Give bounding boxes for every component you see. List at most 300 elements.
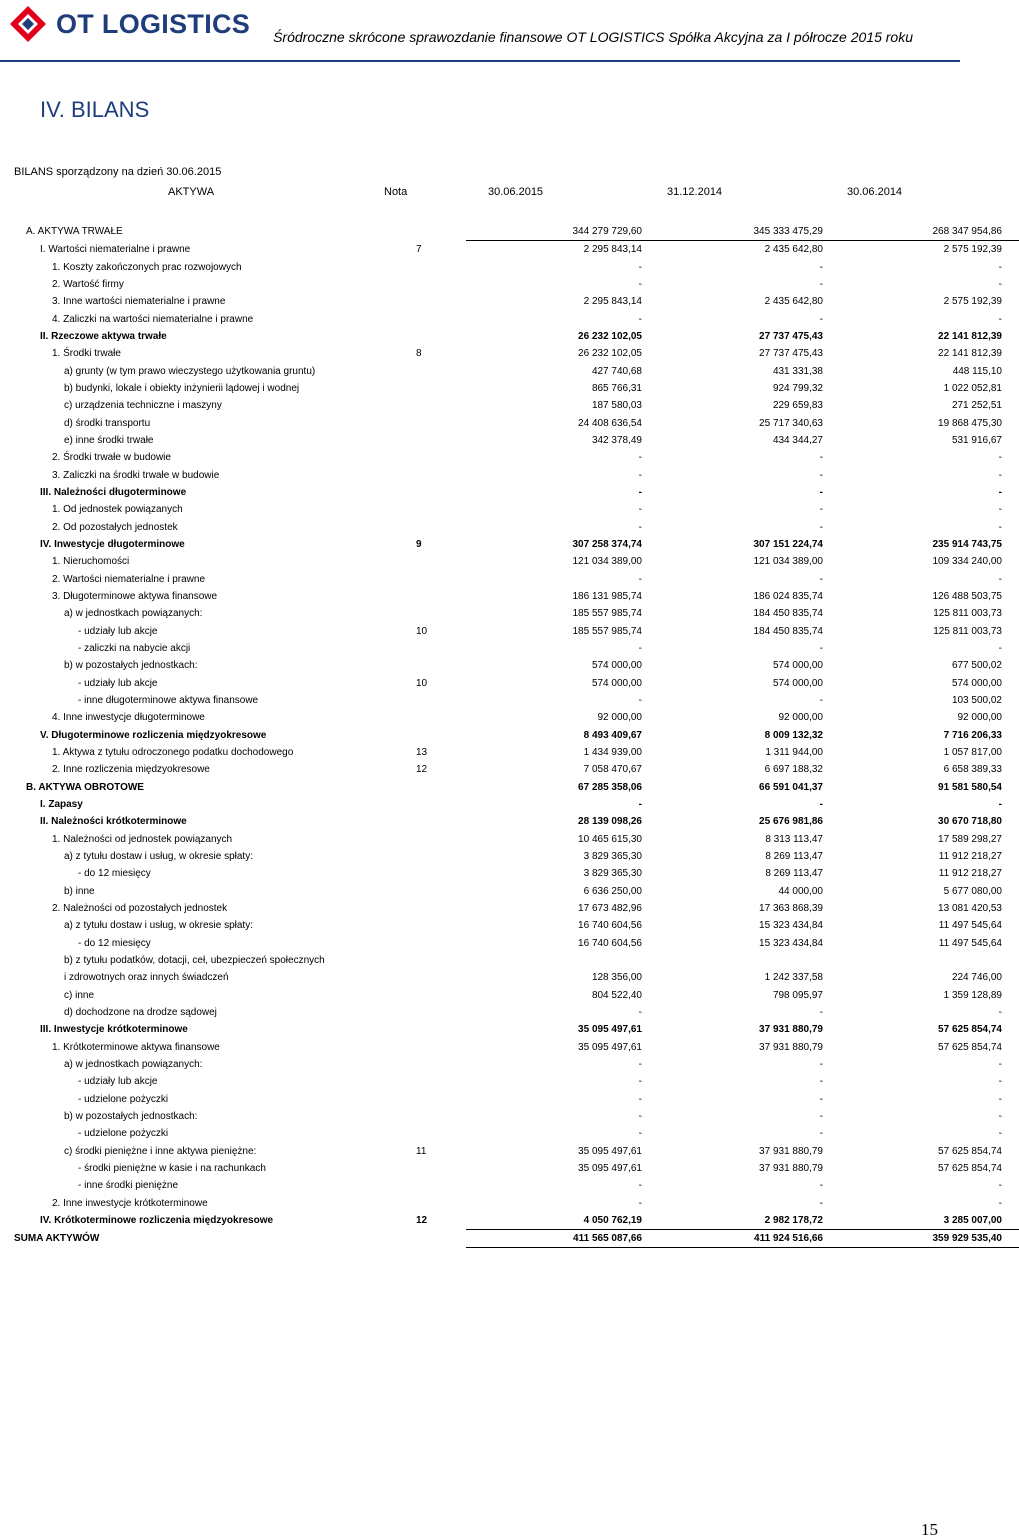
row-nota (406, 969, 466, 986)
row-value-c2: 25 676 981,86 (759, 816, 823, 828)
row-value-c2: 1 311 944,00 (765, 747, 823, 758)
row-label: d) dochodzone na drodze sądowej (64, 1006, 217, 1018)
row-value-c2: 307 151 224,74 (753, 539, 823, 551)
row-label: - udziały lub akcje (78, 1076, 158, 1088)
row-value-c1: 342 378,49 (591, 435, 642, 447)
row-value-c2: - (819, 798, 823, 810)
table-row (0, 449, 1019, 466)
row-value-c2: 924 799,32 (772, 383, 823, 395)
row-value-c2: - (819, 1128, 823, 1140)
row-label: 1. Aktywa z tytułu odroczonego podatku dochodowego (52, 747, 294, 758)
row-value-c1: 121 034 389,00 (572, 556, 642, 568)
table-row (0, 1177, 1019, 1194)
row-label: I. Zapasy (40, 798, 83, 810)
row-label: - do 12 miesięcy (78, 937, 151, 949)
row-nota (406, 553, 466, 570)
page-number: 15 (921, 1520, 938, 1539)
row-label: 1. Należności od jednostek powiązanych (52, 833, 233, 845)
row-value-c3: 19 868 475,30 (938, 417, 1002, 429)
row-value-c1: 26 232 102,05 (578, 331, 642, 343)
table-row (0, 640, 1019, 657)
row-value-c3: - (998, 487, 1002, 499)
table-row (0, 1073, 1019, 1090)
row-label: V. Długoterminowe rozliczenia międzyokresowe (40, 729, 267, 741)
row-label: 1. Od jednostek powiązanych (52, 504, 183, 516)
row-label: - udzielone pożyczki (78, 1128, 169, 1140)
row-label: 1. Nieruchomości (52, 556, 130, 568)
row-value-c1: 28 139 098,26 (578, 816, 642, 828)
row-value-c3: - (998, 1058, 1002, 1070)
header-divider (0, 60, 960, 62)
table-row (0, 588, 1019, 605)
row-label: b) w pozostałych jednostkach: (64, 1110, 198, 1122)
row-nota (406, 1056, 466, 1073)
document-title: Śródroczne skrócone sprawozdanie finansowe OT LOGISTICS Spółka Akcyjna za I półrocze 2015 roku (273, 29, 913, 45)
row-value-c3: - (998, 504, 1002, 516)
row-value-c3: 11 912 218,27 (938, 868, 1002, 880)
row-value-c3: 30 670 718,80 (938, 816, 1002, 828)
row-nota: 9 (416, 539, 422, 551)
row-value-c1: - (638, 504, 642, 516)
row-value-c1: 574 000,00 (591, 677, 642, 689)
row-value-c3: 574 000,00 (951, 677, 1002, 689)
row-nota (406, 380, 466, 397)
row-nota: 10 (416, 625, 428, 637)
row-value-c1: 427 740,68 (591, 365, 642, 377)
row-value-c2: - (819, 261, 823, 273)
row-label: II. Rzeczowe aktywa trwałe (40, 331, 167, 343)
row-label: A. AKTYWA TRWAŁE (26, 226, 123, 238)
table-row (0, 484, 1019, 501)
row-nota (406, 293, 466, 310)
row-value-c2: 431 331,38 (772, 365, 823, 377)
table-row (0, 380, 1019, 397)
row-value-c2: - (819, 313, 823, 325)
row-value-c1: - (638, 1128, 642, 1140)
row-value-c3: 6 658 389,33 (943, 764, 1002, 776)
row-value-c1: 10 465 615,30 (578, 833, 642, 845)
row-value-c1: - (638, 1076, 642, 1088)
row-nota (406, 640, 466, 657)
table-row (0, 432, 1019, 449)
row-value-c1: 35 095 497,61 (578, 1041, 642, 1053)
row-value-c2: - (819, 1076, 823, 1088)
row-label: c) urządzenia techniczne i maszyny (64, 400, 222, 412)
row-nota (406, 1160, 466, 1177)
company-logo (8, 4, 250, 44)
table-row (0, 900, 1019, 917)
row-label: B. AKTYWA OBROTOWE (26, 781, 144, 793)
row-label: c) środki pieniężne i inne aktywa pieniężne: (64, 1145, 257, 1157)
row-value-c3: 448 115,10 (952, 365, 1002, 377)
row-value-c3: - (998, 1076, 1002, 1088)
row-value-c2: 27 737 475,43 (759, 331, 823, 343)
row-value-c3: 22 141 812,39 (938, 348, 1002, 360)
row-value-c2: 66 591 041,37 (759, 781, 823, 793)
row-value-c3: 2 575 192,39 (943, 296, 1002, 308)
table-row (0, 1056, 1019, 1073)
row-value-c3: - (998, 313, 1002, 325)
row-value-c2: 574 000,00 (772, 660, 823, 672)
table-row (0, 519, 1019, 536)
column-header-2014-06: 30.06.2014 (847, 186, 903, 198)
table-row (0, 553, 1019, 570)
balance-sheet-table (0, 223, 1019, 1248)
table-row (0, 1125, 1019, 1142)
row-label: I. Wartości niematerialne i prawne (40, 244, 191, 256)
row-value-c2: 434 344,27 (772, 435, 823, 447)
row-value-c1: 26 232 102,05 (578, 348, 642, 360)
table-row (0, 848, 1019, 865)
row-nota (406, 952, 466, 969)
row-label: 4. Zaliczki na wartości niematerialne i prawne (52, 313, 254, 325)
row-label: e) inne środki trwałe (64, 435, 154, 447)
row-value-c1: 344 279 729,60 (466, 223, 645, 241)
table-row (0, 1090, 1019, 1107)
row-value-c3: 677 500,02 (951, 660, 1002, 672)
row-value-c2: 8 313 113,47 (765, 833, 823, 845)
row-label: SUMA AKTYWÓW (14, 1233, 100, 1245)
logo-text: OT LOGISTICS (56, 8, 251, 39)
row-nota (406, 709, 466, 726)
row-label: b) z tytułu podatków, dotacji, ceł, ubezpieczeń społecznych (64, 954, 325, 966)
row-value-c1: 307 258 374,74 (572, 539, 642, 551)
row-value-c2: - (819, 469, 823, 481)
row-value-c3: - (998, 521, 1002, 533)
row-value-c1: 187 580,03 (591, 400, 642, 412)
table-row (0, 727, 1019, 744)
row-value-c1: 1 434 939,00 (583, 747, 642, 758)
row-nota (406, 1090, 466, 1107)
row-label: III. Inwestycje krótkoterminowe (40, 1024, 188, 1036)
row-label: b) budynki, lokale i obiekty inżynierii lądowej i wodnej (64, 383, 300, 395)
row-value-c2: 345 333 475,29 (645, 223, 826, 241)
table-row (0, 397, 1019, 414)
row-value-c2: 8 269 113,47 (765, 850, 823, 862)
row-value-c2: 25 717 340,63 (759, 417, 823, 429)
row-value-c3: 17 589 298,27 (938, 833, 1002, 845)
row-value-c3: 125 811 003,73 (933, 608, 1002, 620)
row-value-c3: 11 912 218,27 (938, 850, 1002, 862)
row-nota (406, 467, 466, 484)
row-value-c2: 121 034 389,00 (753, 556, 823, 568)
table-row (0, 293, 1019, 310)
row-value-c1: 67 285 358,06 (578, 781, 642, 793)
row-value-c1: - (638, 695, 642, 707)
row-value-c1: - (638, 279, 642, 291)
row-value-c3: 13 081 420,53 (938, 902, 1002, 914)
row-value-c1: 8 493 409,67 (583, 729, 642, 741)
row-value-c2: 411 924 516,66 (645, 1230, 826, 1248)
row-value-c3: 1 057 817,00 (943, 747, 1002, 758)
row-label: a) grunty (w tym prawo wieczystego użytkowania gruntu) (64, 365, 316, 377)
table-row (0, 657, 1019, 674)
row-value-c2: - (819, 452, 823, 464)
row-label: b) w pozostałych jednostkach: (64, 660, 198, 672)
table-row (0, 1038, 1019, 1055)
table-row (0, 779, 1019, 796)
row-nota (406, 1230, 466, 1248)
row-label: 2. Wartości niematerialne i prawne (52, 573, 206, 585)
row-value-c3: 235 914 743,75 (932, 539, 1002, 551)
row-label: 3. Inne wartości niematerialne i prawne (52, 296, 226, 308)
row-label: 4. Inne inwestycje długoterminowe (52, 712, 205, 724)
row-label: i zdrowotnych oraz innych świadczeń (64, 972, 229, 984)
row-value-c2: - (819, 1006, 823, 1018)
row-nota: 10 (416, 677, 428, 689)
row-value-c3: 57 625 854,74 (938, 1145, 1002, 1157)
row-value-c2: 2 982 178,72 (645, 1212, 826, 1230)
row-value-c1: - (638, 261, 642, 273)
row-nota (406, 259, 466, 276)
row-value-c3: 126 488 503,75 (932, 591, 1002, 603)
table-row (0, 311, 1019, 328)
balance-subtitle: BILANS sporządzony na dzień 30.06.2015 (14, 166, 222, 178)
row-nota (406, 692, 466, 709)
row-value-c2: 17 363 868,39 (759, 902, 823, 914)
row-label: 2. Inne inwestycje krótkoterminowe (52, 1197, 208, 1209)
row-nota (406, 779, 466, 796)
table-row (0, 952, 1019, 969)
table-row (0, 623, 1019, 640)
row-value-c2: 37 931 880,79 (759, 1041, 823, 1053)
table-row (0, 363, 1019, 380)
table-row (0, 345, 1019, 362)
row-label: a) w jednostkach powiązanych: (64, 608, 203, 620)
row-nota (406, 311, 466, 328)
row-nota (406, 1108, 466, 1125)
row-value-c3: 92 000,00 (957, 712, 1002, 724)
row-value-c1: 865 766,31 (591, 383, 642, 395)
row-value-c3: 125 811 003,73 (933, 625, 1002, 637)
row-value-c3: - (998, 452, 1002, 464)
table-row (0, 536, 1019, 553)
row-nota (406, 397, 466, 414)
row-value-c1: 411 565 087,66 (466, 1230, 645, 1248)
row-value-c2: - (819, 573, 823, 585)
row-label: 2. Od pozostałych jednostek (52, 521, 178, 533)
table-row (0, 223, 1019, 241)
row-nota (406, 848, 466, 865)
row-label: - do 12 miesięcy (78, 868, 151, 880)
row-value-c3: - (998, 1128, 1002, 1140)
row-value-c3: 224 746,00 (951, 972, 1002, 984)
table-row (0, 692, 1019, 709)
row-value-c1: 3 829 365,30 (583, 868, 642, 880)
row-nota (406, 571, 466, 588)
row-nota (406, 1125, 466, 1142)
row-value-c3: 7 716 206,33 (943, 729, 1002, 741)
table-row (0, 1230, 1019, 1248)
row-value-c2: 8 269 113,47 (765, 868, 823, 880)
row-value-c1: 92 000,00 (597, 712, 642, 724)
row-value-c2: 229 659,83 (772, 400, 823, 412)
row-value-c3: 3 285 007,00 (826, 1212, 1019, 1230)
row-value-c3: - (998, 279, 1002, 291)
row-value-c3: 57 625 854,74 (938, 1024, 1002, 1036)
row-value-c2: 8 009 132,32 (764, 729, 823, 741)
row-value-c1: - (638, 1180, 642, 1192)
row-label: - udziały lub akcje (78, 677, 158, 689)
row-nota (406, 1004, 466, 1021)
row-label: 1. Krótkoterminowe aktywa finansowe (52, 1041, 220, 1053)
row-value-c3 (826, 952, 1019, 969)
row-value-c1: 16 740 604,56 (578, 920, 642, 932)
row-label: IV. Krótkoterminowe rozliczenia międzyokresowe (40, 1215, 274, 1227)
row-nota (406, 917, 466, 934)
row-value-c2: 2 435 642,80 (764, 296, 823, 308)
row-nota (406, 796, 466, 813)
row-value-c1: - (638, 1093, 642, 1105)
row-value-c2: 37 931 880,79 (759, 1024, 823, 1036)
row-value-c1: 35 095 497,61 (578, 1162, 642, 1174)
column-header-2014-12: 31.12.2014 (667, 186, 723, 198)
row-nota (406, 830, 466, 847)
row-value-c1: - (638, 521, 642, 533)
row-label: 3. Zaliczki na środki trwałe w budowie (52, 469, 220, 481)
row-nota (406, 900, 466, 917)
row-value-c3: 5 677 080,00 (943, 885, 1002, 897)
row-nota (406, 432, 466, 449)
row-label: c) inne (64, 989, 95, 1001)
row-value-c2: 6 697 188,32 (764, 764, 823, 776)
row-value-c1: 24 408 636,54 (578, 417, 642, 429)
row-label: II. Należności krótkoterminowe (40, 816, 187, 828)
row-label: - środki pieniężne w kasie i na rachunkach (78, 1162, 266, 1174)
row-value-c2: - (819, 1180, 823, 1192)
row-value-c1: 4 050 762,19 (466, 1212, 645, 1230)
row-nota: 7 (416, 244, 422, 256)
row-value-c1: - (638, 1197, 642, 1209)
column-header-aktywa: AKTYWA (168, 186, 215, 198)
table-row (0, 675, 1019, 692)
row-nota (406, 1038, 466, 1055)
table-row (0, 501, 1019, 518)
row-value-c2: 184 450 835,74 (753, 625, 823, 637)
row-label: - zaliczki na nabycie akcji (78, 643, 191, 655)
row-value-c3: 11 497 545,64 (938, 937, 1002, 949)
row-label: a) z tytułu dostaw i usług, w okresie spłaty: (64, 850, 253, 862)
row-value-c3: - (998, 1197, 1002, 1209)
row-nota (406, 501, 466, 518)
table-row (0, 1212, 1019, 1230)
row-value-c3: - (998, 1180, 1002, 1192)
table-row (0, 415, 1019, 432)
row-value-c1: - (638, 798, 642, 810)
row-value-c1: - (638, 452, 642, 464)
table-row (0, 571, 1019, 588)
row-value-c3: 57 625 854,74 (938, 1162, 1002, 1174)
row-nota (406, 882, 466, 899)
table-row (0, 328, 1019, 345)
row-value-c3: - (998, 1110, 1002, 1122)
row-nota (406, 657, 466, 674)
row-value-c2: 2 435 642,80 (764, 244, 823, 256)
row-value-c2: - (819, 643, 823, 655)
row-value-c1: - (638, 487, 642, 499)
row-label: - inne długoterminowe aktywa finansowe (78, 695, 259, 707)
row-value-c2: 27 737 475,43 (759, 348, 823, 360)
row-value-c2: 92 000,00 (778, 712, 823, 724)
table-row (0, 744, 1019, 761)
row-nota (406, 588, 466, 605)
row-value-c1: 7 058 470,67 (583, 764, 642, 776)
table-row (0, 709, 1019, 726)
row-value-c1: 804 522,40 (591, 989, 642, 1001)
row-label: b) inne (64, 885, 95, 897)
row-value-c2: 15 323 434,84 (759, 937, 823, 949)
row-label: d) środki transportu (64, 417, 151, 429)
row-value-c1: 185 557 985,74 (572, 625, 642, 637)
row-value-c2: 15 323 434,84 (759, 920, 823, 932)
table-row (0, 882, 1019, 899)
row-value-c1: - (638, 643, 642, 655)
row-nota (406, 865, 466, 882)
row-nota (406, 484, 466, 501)
row-value-c1: 17 673 482,96 (578, 902, 642, 914)
table-row (0, 813, 1019, 830)
table-row (0, 917, 1019, 934)
table-row (0, 1004, 1019, 1021)
row-value-c3: 57 625 854,74 (938, 1041, 1002, 1053)
table-row (0, 1160, 1019, 1177)
row-value-c3: 359 929 535,40 (826, 1230, 1019, 1248)
row-value-c3: 271 252,51 (951, 400, 1002, 412)
row-value-c1: 2 295 843,14 (583, 296, 642, 308)
row-value-c1: 6 636 250,00 (583, 885, 642, 897)
table-row (0, 830, 1019, 847)
row-label: 2. Środki trwałe w budowie (52, 452, 171, 464)
row-value-c1: 128 356,00 (591, 972, 642, 984)
row-value-c2: 44 000,00 (778, 885, 823, 897)
table-row (0, 934, 1019, 951)
table-row (0, 986, 1019, 1003)
table-row (0, 259, 1019, 276)
row-nota (406, 605, 466, 622)
row-value-c3: 2 575 192,39 (943, 244, 1002, 256)
row-value-c2: - (819, 1110, 823, 1122)
row-value-c1: 16 740 604,56 (578, 937, 642, 949)
table-row (0, 1142, 1019, 1159)
row-value-c2: - (819, 279, 823, 291)
row-label: a) z tytułu dostaw i usług, w okresie spłaty: (64, 920, 253, 932)
row-value-c1: 2 295 843,14 (583, 244, 642, 256)
row-nota (406, 934, 466, 951)
row-value-c3: 91 581 580,54 (938, 781, 1002, 793)
column-header-2015-06: 30.06.2015 (488, 186, 544, 198)
row-label: 2. Należności od pozostałych jednostek (52, 902, 228, 914)
row-value-c3: - (998, 469, 1002, 481)
row-value-c2: 37 931 880,79 (759, 1145, 823, 1157)
row-nota: 12 (416, 764, 428, 776)
table-row (0, 1194, 1019, 1211)
row-value-c3: - (998, 1006, 1002, 1018)
row-value-c3: - (998, 573, 1002, 585)
row-label: - inne środki pieniężne (78, 1180, 179, 1192)
table-row (0, 1021, 1019, 1038)
table-row (0, 605, 1019, 622)
row-nota (406, 223, 466, 241)
row-nota (406, 415, 466, 432)
row-nota (406, 276, 466, 293)
table-row (0, 796, 1019, 813)
row-nota (406, 1194, 466, 1211)
row-nota (406, 1073, 466, 1090)
row-label: - udziały lub akcje (78, 625, 158, 637)
row-value-c2: 37 931 880,79 (759, 1162, 823, 1174)
row-nota: 8 (416, 348, 422, 360)
row-value-c1: 574 000,00 (591, 660, 642, 672)
